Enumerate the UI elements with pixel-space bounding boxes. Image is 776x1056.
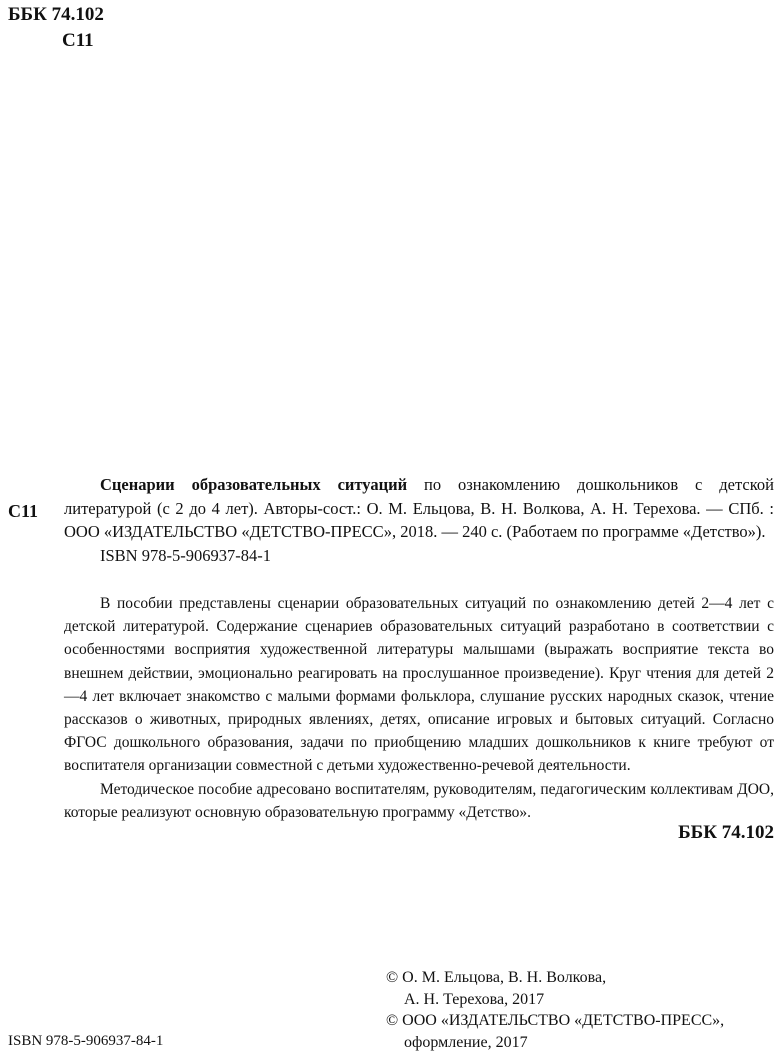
- bbk-index-bottom: ББК 74.102: [678, 822, 774, 843]
- book-title: Сценарии образовательных ситуаций: [100, 475, 408, 494]
- copyright-line-2: А. Н. Терехова, 2017: [404, 990, 545, 1008]
- annotation-paragraph-2: Методическое пособие адресовано воспитателям, руководителям, педагогическим коллективам ДОО, которые реализуют основную образовательную программу «Детство».: [64, 780, 774, 821]
- copyright-line-4: оформление, 2017: [404, 1033, 528, 1051]
- bibliographic-entry: [64, 473, 774, 544]
- isbn-line: ISBN 978-5-906937-84-1: [100, 545, 271, 565]
- bbk-index-top: ББК 74.102: [8, 4, 104, 25]
- author-mark-side: С11: [8, 501, 39, 521]
- annotation: [64, 592, 774, 824]
- annotation-paragraph-1: В пособии представлены сценарии образовательных ситуаций по ознакомлению детей 2—4 лет с детской литературой. Содержание сценариев образовательных ситуаций разработано в соответствии с особенностями восприятия художественной литературы малышами (выражать восприятие текста во внешнем действии, эмоционально реагировать на прослушанное произведение). Круг чтения для детей 2—4 лет включает знакомство с малыми формами фольклора, слушание русских народных сказок, чтение рассказов о животных, природных явлениях, детях, описание игровых и бытовых ситуаций. Согласно ФГОС дошкольного образования, задачи по приобщению младших дошкольников к книге требуют от воспитателя организации совместной с детьми художественно-речевой деятельности.: [64, 595, 774, 775]
- copyright-line-1: © О. М. Ельцова, В. Н. Волкова,: [386, 969, 607, 986]
- author-mark-top: С11: [62, 30, 94, 51]
- bibliographic-details: по ознакомлению дошкольников с детской литературой (с 2 до 4 лет). Авторы-сост.: О. М. Ельцова, В. Н. Волкова, А. Н. Терехова. — СПб. : ООО «ИЗДАТЕЛЬСТВО «ДЕТСТВО-ПРЕСС», 2018. — 240 с. (Работаем по программе «Детство»).: [64, 475, 774, 541]
- bibliographic-description: [64, 473, 774, 567]
- copyright-block: [386, 967, 724, 1053]
- isbn-bottom: ISBN 978-5-906937-84-1: [8, 1033, 164, 1049]
- copyright-line-3: © ООО «ИЗДАТЕЛЬСТВО «ДЕТСТВО-ПРЕСС»,: [386, 1012, 725, 1029]
